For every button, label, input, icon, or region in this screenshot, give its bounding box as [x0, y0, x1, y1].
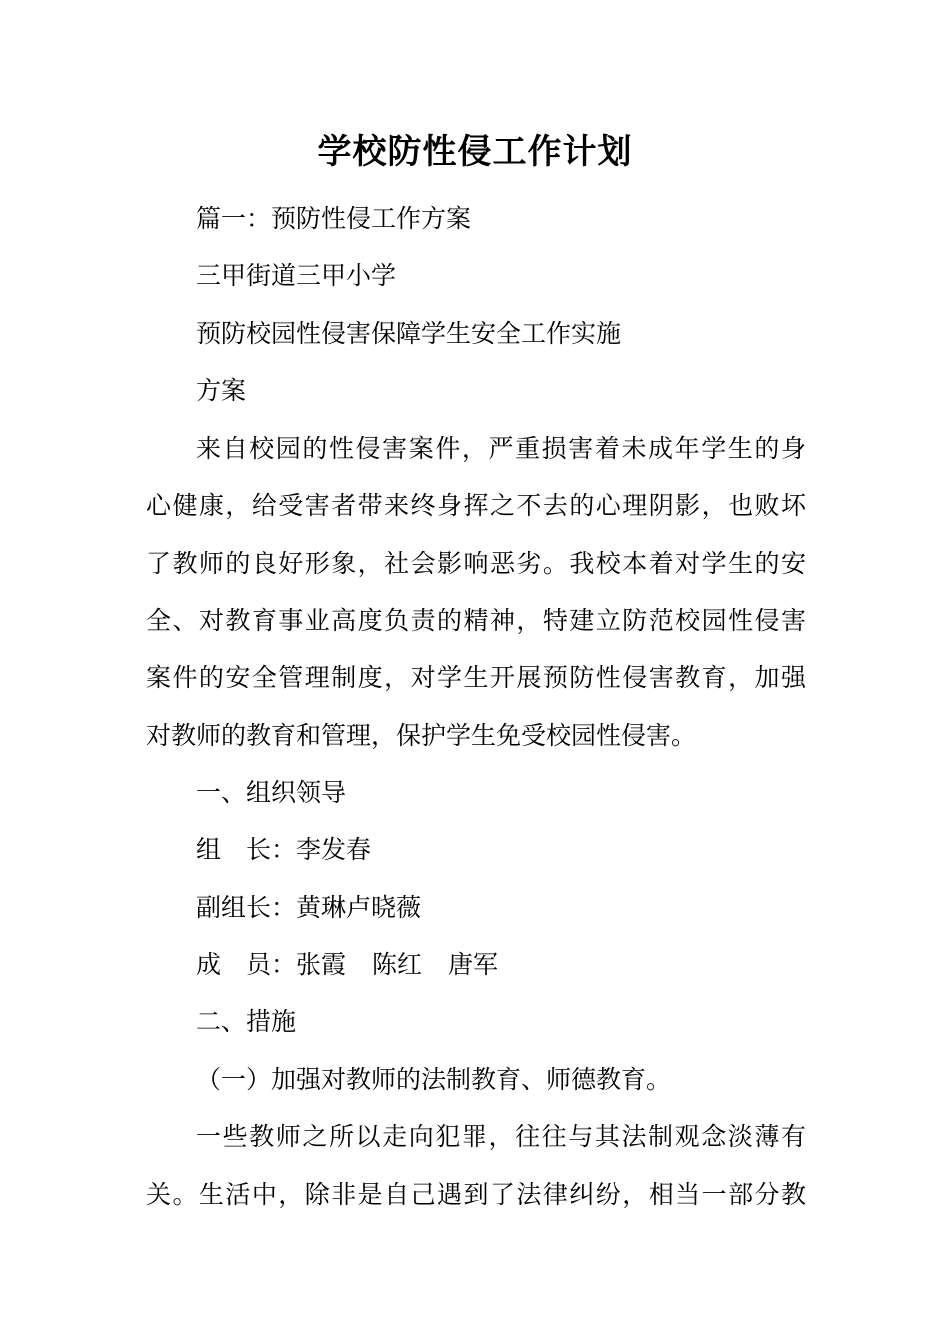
- measures-heading: 二、措施: [196, 1007, 297, 1036]
- intro-line-4: 全、对教育事业高度负责的精神，特建立防范校园性侵害: [146, 606, 806, 635]
- intro-line-2: 心健康，给受害者带来终身挥之不去的心理阴影，也败坏: [146, 491, 806, 520]
- member-name: 张霞: [296, 950, 347, 979]
- plan-title-line-2: 方案: [196, 376, 247, 405]
- member-name: 陈红: [372, 950, 423, 979]
- intro-line-1: 来自校园的性侵害案件，严重损害着未成年学生的身: [196, 434, 806, 463]
- plan-title-line-1: 预防校园性侵害保障学生安全工作实施: [196, 319, 622, 348]
- school-name: 三甲街道三甲小学: [196, 261, 397, 290]
- deputy-label: 副组长：: [196, 893, 297, 922]
- leader-name: 李发春: [296, 835, 372, 864]
- measure-1-heading: （一）加强对教师的法制教育、师德教育。: [196, 1065, 672, 1094]
- deputy-names: 黄琳卢晓薇: [296, 893, 422, 922]
- members-label: 成 员：: [196, 950, 297, 979]
- document-title: 学校防性侵工作计划: [317, 132, 633, 172]
- member-name: 唐军: [448, 950, 499, 979]
- section-heading: 篇一：预防性侵工作方案: [196, 204, 472, 233]
- measure-1-line-1: 一些教师之所以走向犯罪，往往与其法制观念淡薄有: [196, 1122, 806, 1151]
- deputy-row: [196, 888, 856, 928]
- org-heading: 一、组织领导: [196, 778, 347, 807]
- intro-line-3: 了教师的良好形象，社会影响恶劣。我校本着对学生的安: [146, 549, 806, 578]
- intro-line-5: 案件的安全管理制度，对学生开展预防性侵害教育，加强: [146, 663, 806, 692]
- leader-row: [196, 830, 856, 870]
- leader-label: 组 长：: [196, 835, 297, 864]
- members-row: [196, 945, 856, 985]
- intro-line-6: 对教师的教育和管理，保护学生免受校园性侵害。: [146, 721, 697, 750]
- measure-1-line-2: 关。生活中，除非是自己遇到了法律纠纷，相当一部分教: [146, 1180, 806, 1209]
